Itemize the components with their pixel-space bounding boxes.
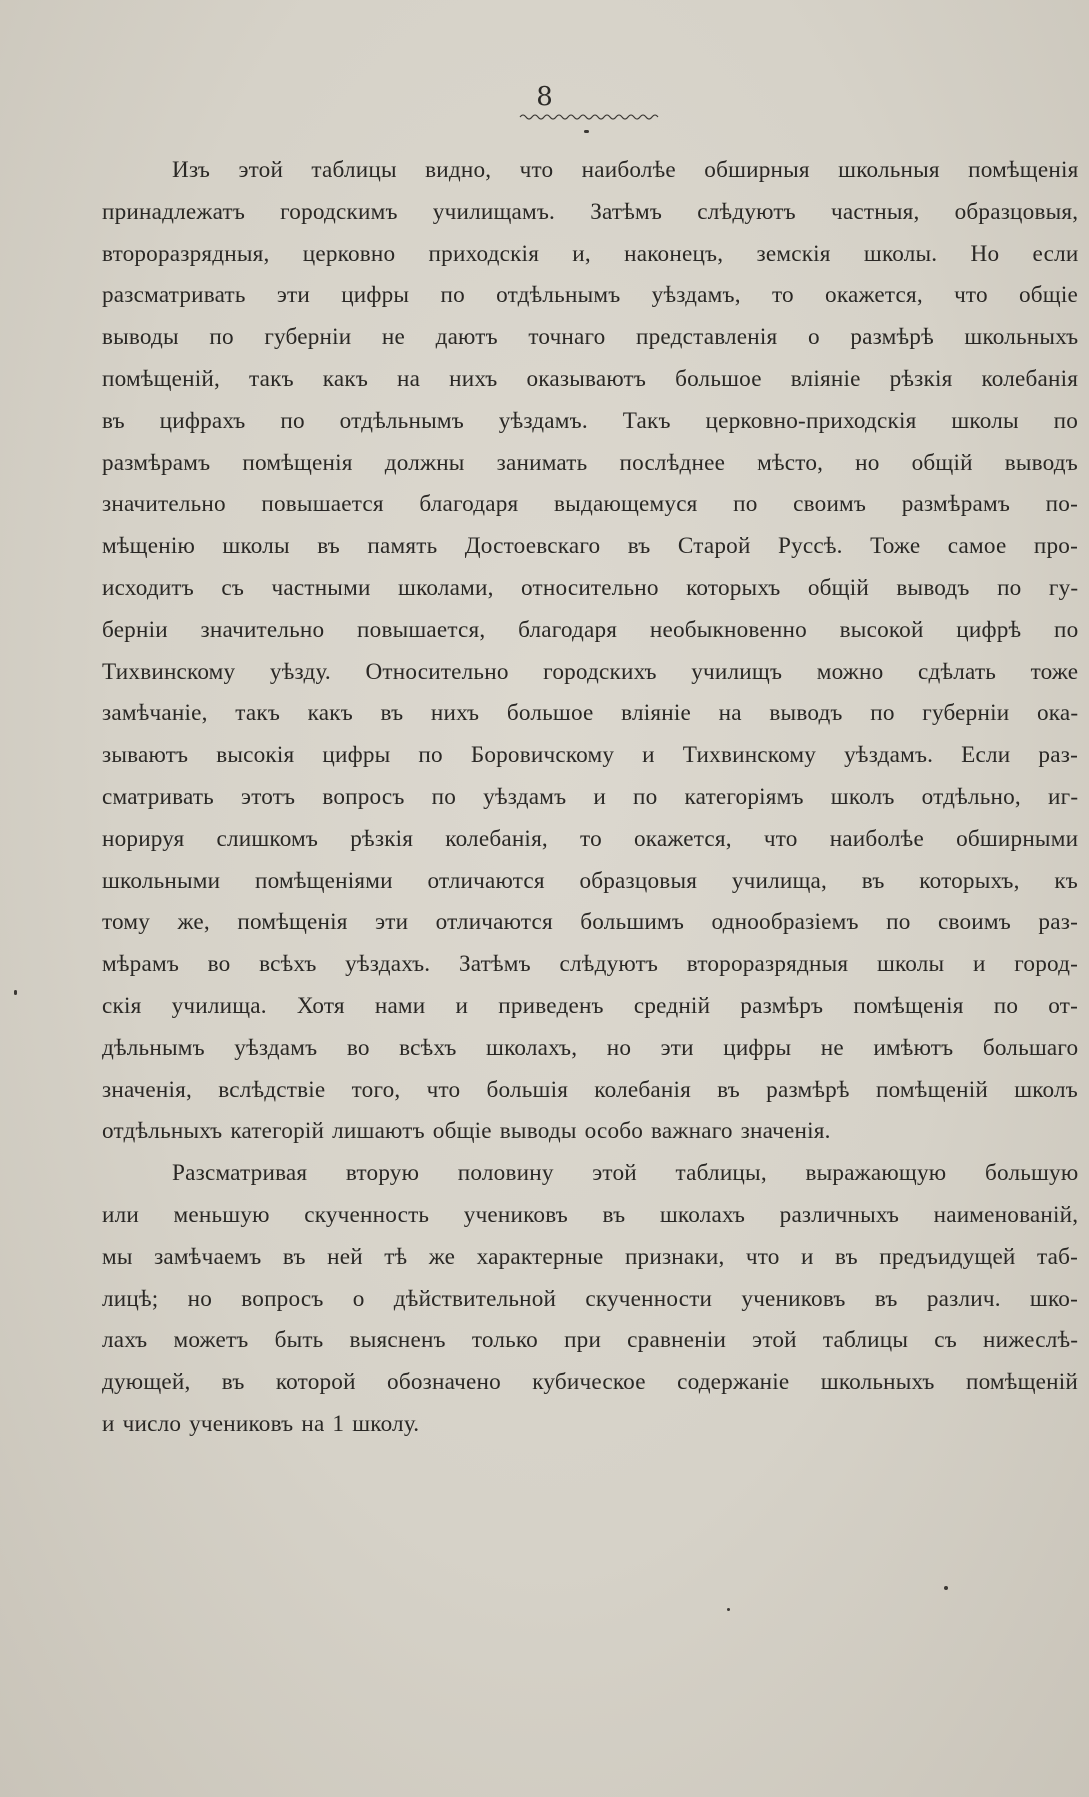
text-line: сматривать этотъ вопросъ по уѣздамъ и по категоріямъ школъ отдѣльно, иг- xyxy=(102,783,1079,810)
text-line: въ цифрахъ по отдѣльнымъ уѣздамъ. Такъ церковно-приходскія школы по xyxy=(102,407,1079,434)
text-line: Изъ этой таблицы видно, что наиболѣе обширныя школьныя помѣщенія xyxy=(172,157,1079,183)
text-line: и число учениковъ на 1 школу. xyxy=(102,1410,420,1437)
text-line: мѣрамъ во всѣхъ уѣздахъ. Затѣмъ слѣдуютъ второразрядныя школы и город- xyxy=(102,951,1079,978)
text-line: или меньшую скученность учениковъ въ школахъ различныхъ наименованій, xyxy=(102,1201,1079,1228)
wavy-rule-ornament xyxy=(518,112,660,122)
page-number: 8 xyxy=(536,82,553,112)
text-line: дующей, въ которой обозначено кубическое содержаніе школьныхъ помѣщеній xyxy=(102,1369,1078,1396)
paragraph-2 xyxy=(102,1153,1078,1446)
text-line: второразрядныя, церковно приходскія и, наконецъ, земскія школы. Но если xyxy=(102,240,1079,267)
text-line: скія училища. Хотя нами и приведенъ средній размѣръ помѣщенія по от- xyxy=(102,992,1078,1019)
text-line: исходитъ съ частными школами, относительно которыхъ общій выводъ по гу- xyxy=(102,574,1079,601)
text-line: норируя слишкомъ рѣзкія колебанія, то окажется, что наиболѣе обширными xyxy=(102,825,1079,852)
text-line: размѣрамъ помѣщенія должны занимать послѣднее мѣсто, но общій выводъ xyxy=(102,449,1078,476)
text-line: принадлежатъ городскимъ училищамъ. Затѣмъ слѣдуютъ частныя, образцовыя, xyxy=(102,198,1079,225)
text-line: мы замѣчаемъ въ ней тѣ же характерные признаки, что и въ предъидущей таб- xyxy=(102,1243,1078,1270)
text-line: значительно повышается благодаря выдающемуся по своимъ размѣрамъ по- xyxy=(102,491,1078,518)
text-line: Разсматривая вторую половину этой таблицы, выражающую большую xyxy=(172,1160,1079,1187)
paper-speck xyxy=(727,1608,730,1611)
text-line: тому же, помѣщенія эти отличаются большимъ однообразіемъ по своимъ раз- xyxy=(102,909,1078,936)
text-line: лахъ можетъ быть выясненъ только при сравненіи этой таблицы съ нижеслѣ- xyxy=(102,1327,1079,1354)
text-line: дѣльнымъ уѣздамъ во всѣхъ школахъ, но эти цифры не имѣютъ большаго xyxy=(102,1034,1079,1061)
paragraph-1 xyxy=(102,150,1078,1153)
text-line: разсматривать эти цифры по отдѣльнымъ уѣздамъ, то окажется, что общіе xyxy=(102,282,1078,309)
text-line: лицѣ; но вопросъ о дѣйствительной скученности учениковъ въ различ. шко- xyxy=(102,1285,1078,1312)
text-line: выводы по губерніи не даютъ точнаго представленія о размѣрѣ школьныхъ xyxy=(102,324,1079,351)
body-text xyxy=(102,150,1078,1446)
text-line: отдѣльныхъ категорій лишаютъ общіе выводы особо важнаго значенія. xyxy=(102,1118,831,1145)
paper-speck xyxy=(14,990,17,995)
text-line: значенія, вслѣдствіе того, что большія колебанія въ размѣрѣ помѣщеній школъ xyxy=(102,1076,1078,1103)
text-line: Тихвинскому уѣзду. Относительно городскихъ училищъ можно сдѣлать тоже xyxy=(102,658,1079,685)
text-line: берніи значительно повышается, благодаря необыкновенно высокой цифрѣ по xyxy=(102,616,1079,643)
text-line: зываютъ высокія цифры по Боровичскому и Тихвинскому уѣздамъ. Если раз- xyxy=(102,742,1078,769)
text-line: замѣчаніе, такъ какъ въ нихъ большое вліяніе на выводъ по губерніи ока- xyxy=(102,700,1079,727)
ornament-dot xyxy=(584,130,589,133)
text-line: школьными помѣщеніями отличаются образцовыя училища, въ которыхъ, къ xyxy=(102,867,1078,894)
paper-speck xyxy=(944,1586,948,1590)
text-line: помѣщеній, такъ какъ на нихъ оказываютъ большое вліяніе рѣзкія колебанія xyxy=(102,365,1079,392)
text-line: мѣщенію школы въ память Достоевскаго въ Старой Руссѣ. Тоже самое про- xyxy=(102,533,1078,560)
